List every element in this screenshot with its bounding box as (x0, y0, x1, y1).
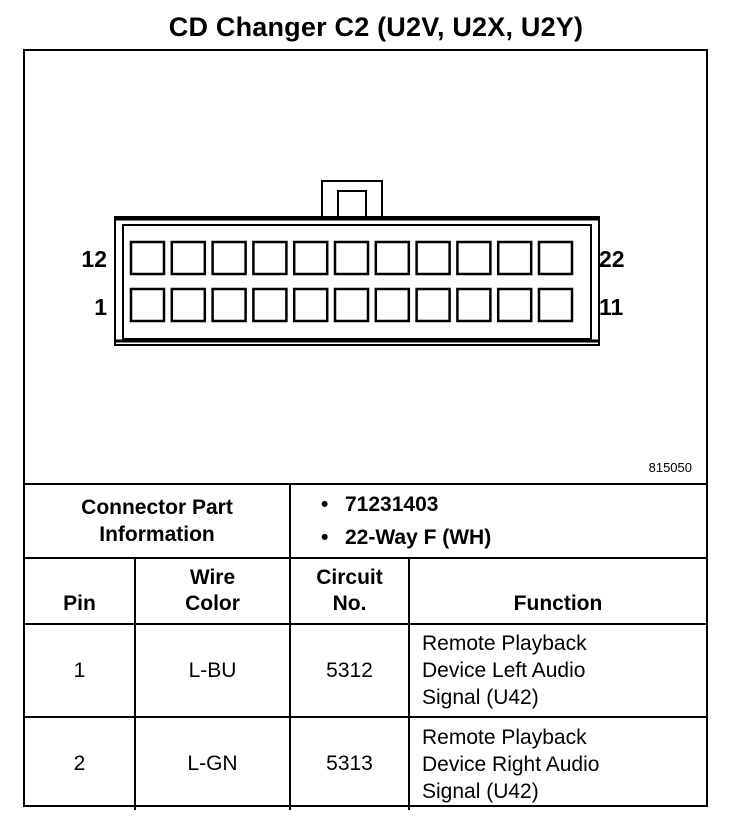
cpi-item: • 71231403 (321, 488, 706, 521)
connector-cavity (294, 242, 327, 274)
connector-cavity (172, 289, 205, 321)
connector-cavity (417, 242, 450, 274)
header-wire-color: Wire Color (135, 558, 290, 624)
bullet-icon: • (321, 526, 329, 549)
connector-cavity (172, 242, 205, 274)
cell-wire-color: L-GN (135, 717, 290, 810)
connector-part-info-row (25, 484, 706, 558)
connector-cavity (417, 289, 450, 321)
cell-circuit: 5312 (290, 624, 409, 717)
cell-function: Remote Playback Device Left Audio Signal (U42) (409, 624, 706, 717)
connector-drawing (25, 51, 706, 483)
cell-function: Remote Playback Device Right Audio Signal (U42) (409, 717, 706, 810)
connector-diagram (25, 51, 706, 483)
connector-cavity (253, 242, 286, 274)
cell-pin: 2 (25, 717, 135, 810)
connector-cavity (131, 289, 164, 321)
cell-wire-color: L-BU (135, 624, 290, 717)
cell-circuit: 5313 (290, 717, 409, 810)
connector-cavity (294, 289, 327, 321)
connector-cavity (539, 289, 572, 321)
connector-cavity (376, 242, 409, 274)
connector-cavity (457, 242, 490, 274)
header-pin: Pin (25, 558, 135, 624)
connector-cavity (213, 242, 246, 274)
pin-label-bottom-right: 11 (599, 294, 624, 320)
connector-cavity (253, 289, 286, 321)
cell-pin: 1 (25, 624, 135, 717)
connector-part-info-values (290, 484, 706, 558)
bullet-icon: • (321, 493, 329, 516)
connector-cavity (335, 289, 368, 321)
table-header-row (25, 558, 706, 624)
header-circuit-no: Circuit No. (290, 558, 409, 624)
cpi-label-line1: Connector Part (81, 496, 233, 519)
connector-cavity (213, 289, 246, 321)
figure-id: 815050 (648, 460, 692, 475)
pin-label-top-left: 12 (81, 246, 107, 272)
cpi-label-line2: Information (99, 523, 215, 546)
connector-cavity (131, 242, 164, 274)
connector-part-info-label (25, 484, 290, 558)
connector-cavity (376, 289, 409, 321)
connector-cavity (498, 289, 531, 321)
connector-cavity (539, 242, 572, 274)
table-row (25, 624, 706, 717)
cpi-item: • 22-Way F (WH) (321, 521, 706, 554)
connector-cavity (457, 289, 490, 321)
diagram-title: CD Changer C2 (U2V, U2X, U2Y) (168, 12, 584, 42)
header-function: Function (409, 558, 706, 624)
pin-label-bottom-left: 1 (94, 294, 107, 320)
diagram-frame (23, 49, 708, 807)
connector-cavity (335, 242, 368, 274)
table-row (25, 717, 706, 810)
connector-cavity (498, 242, 531, 274)
connector-info-table (25, 483, 706, 810)
pin-label-top-right: 22 (599, 246, 625, 272)
